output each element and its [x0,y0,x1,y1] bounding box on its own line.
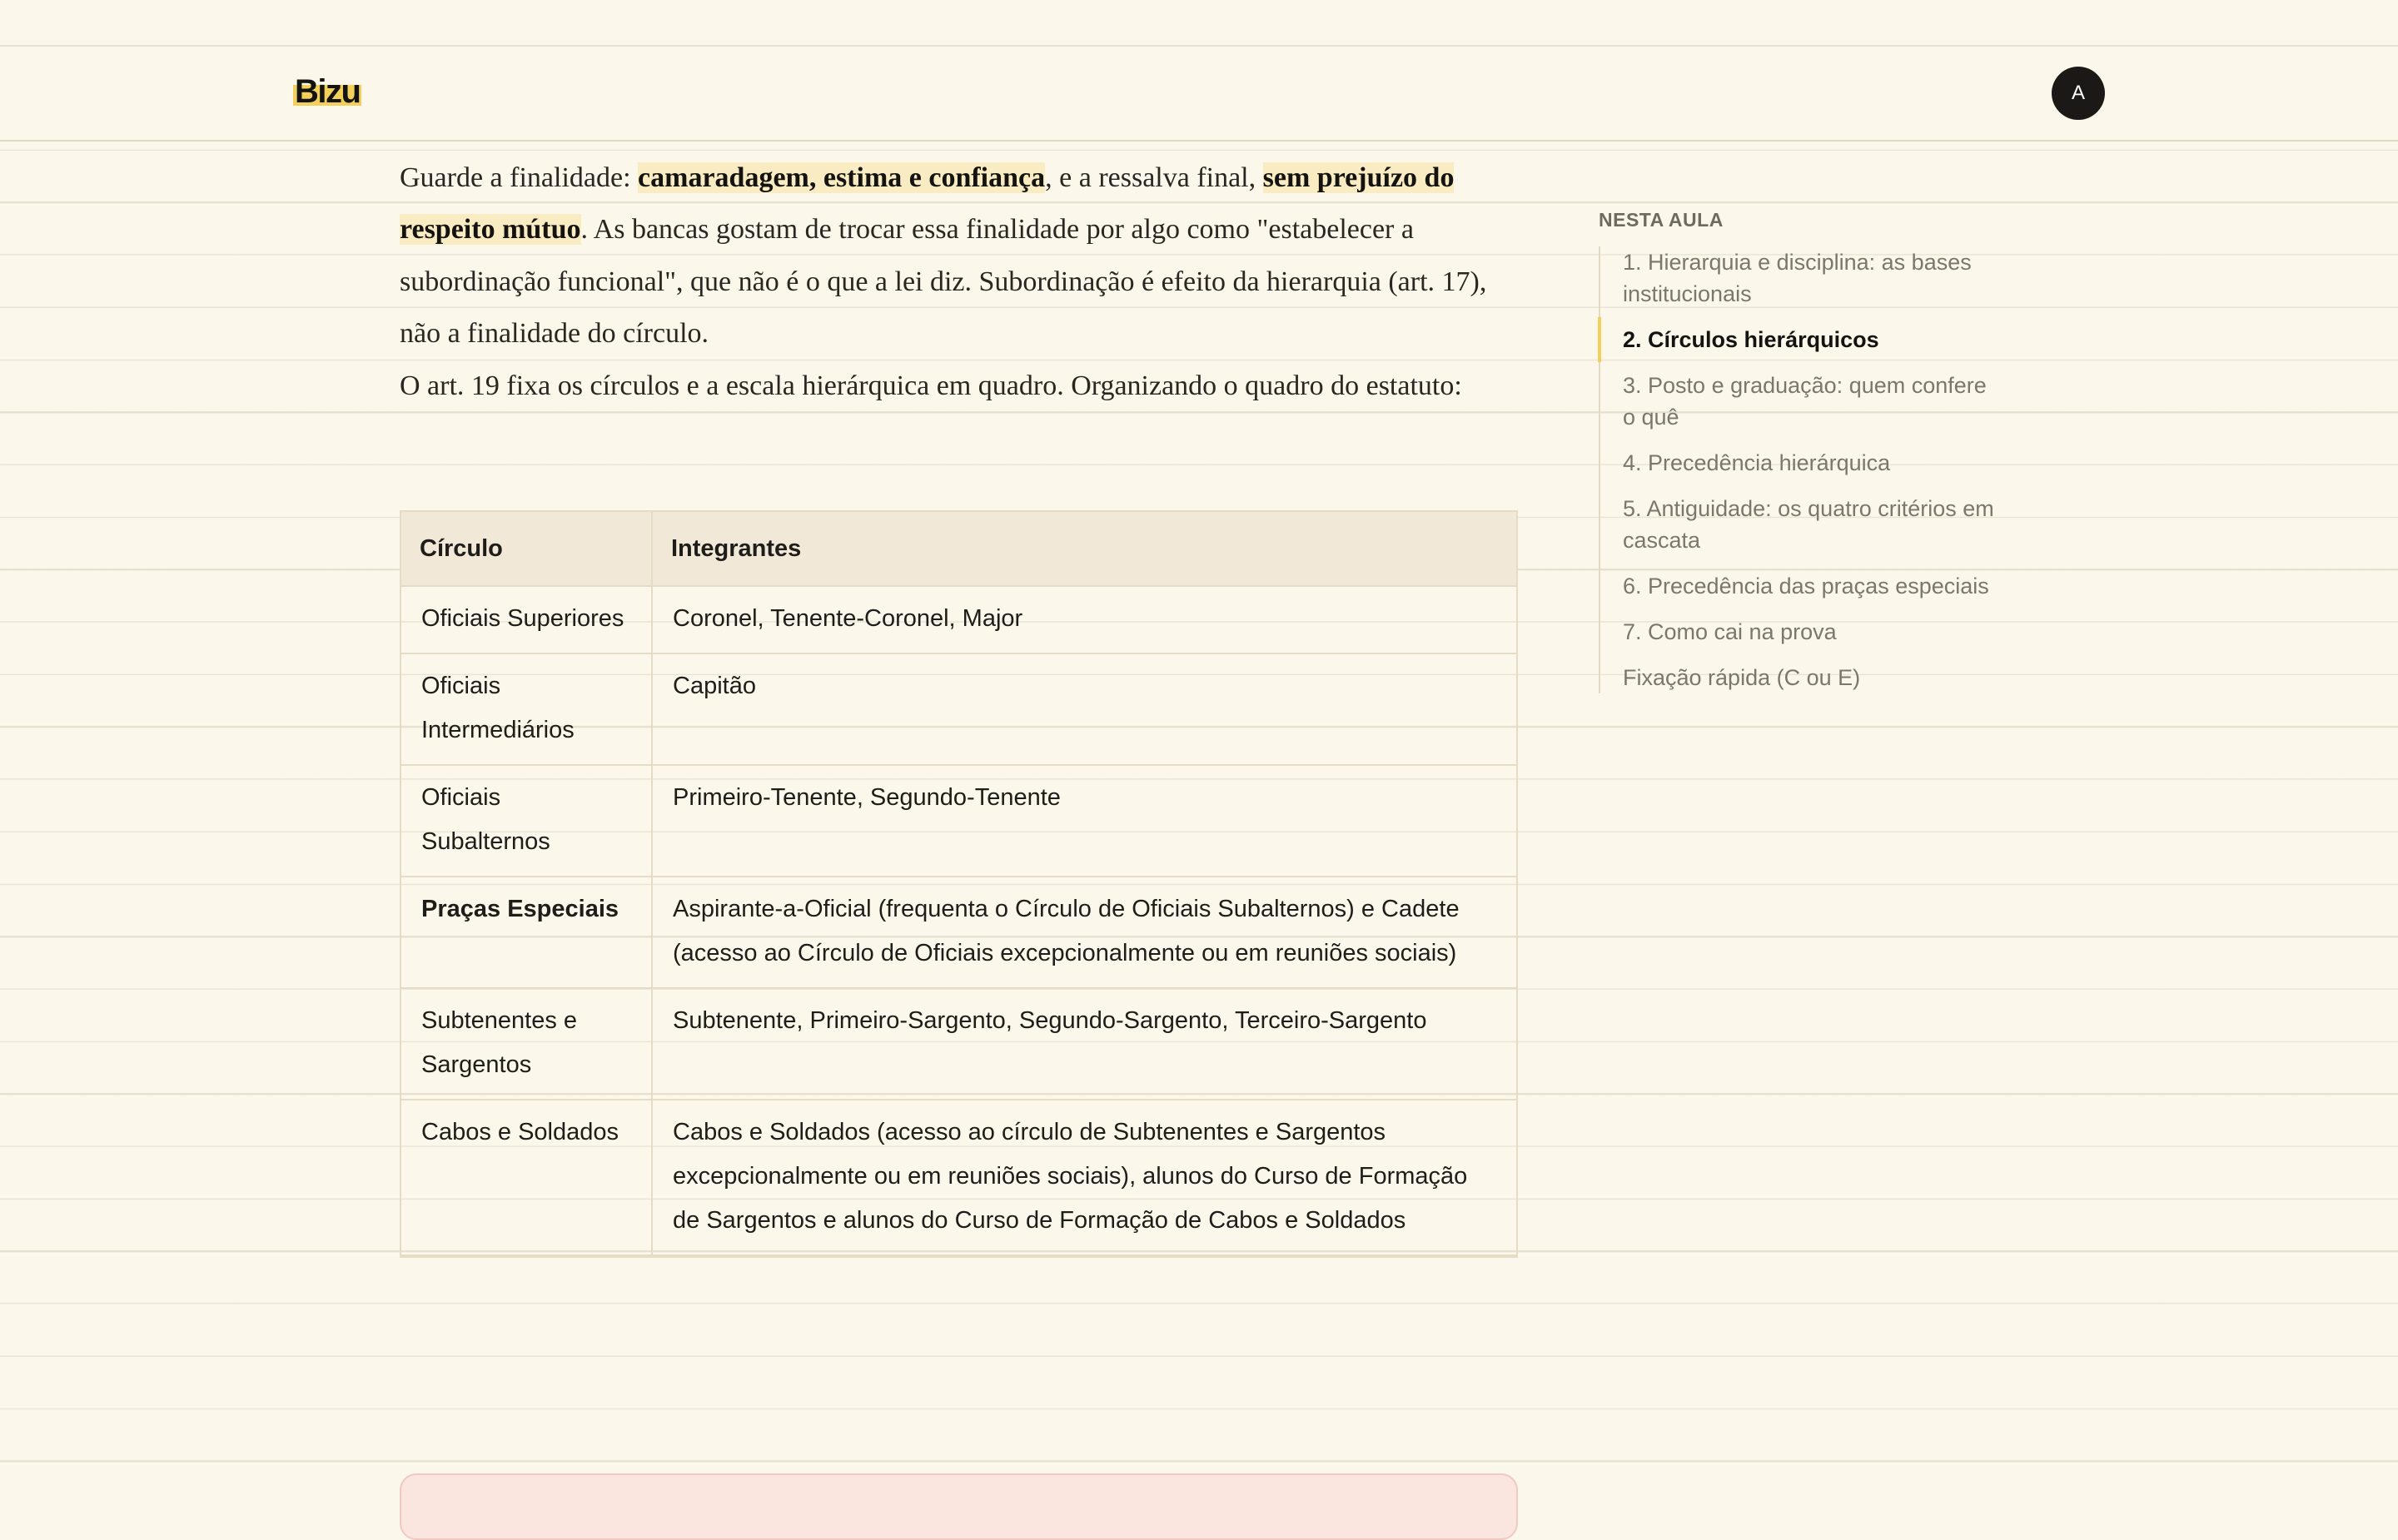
paragraph-text: , e a ressalva final, [1045,161,1263,193]
cell-integrantes: Cabos e Soldados (acesso ao círculo de Subtenentes e Sargentos excepcionalmente ou em reuniões sociais), alunos do Curso de Formação de Sargentos e alunos do Curso de Formação de Cabos e Soldados [652,1100,1516,1255]
cell-integrantes: Coronel, Tenente-Coronel, Major [652,586,1516,653]
lesson-article [400,100,1520,412]
user-avatar[interactable]: A [2052,67,2105,120]
cell-integrantes: Subtenente, Primeiro-Sargento, Segundo-Sargento, Terceiro-Sargento [652,988,1516,1100]
toc-title: NESTA AULA [1599,209,1724,231]
toc-item-precedencia-pracas[interactable]: 6. Precedência das praças especiais [1623,574,1989,599]
table-row [401,1100,1516,1255]
cell-circulo: Oficiais Superiores [401,586,652,653]
cell-circulo: Subtenentes e Sargentos [401,988,652,1100]
cell-circulo: Oficiais Intermediários [401,653,652,765]
paragraph-finalidade [400,152,1520,360]
paragraph-text: Guarde a finalidade: [400,161,639,193]
cell-circulo: Cabos e Soldados [401,1100,652,1255]
column-header-circulo: Círculo [401,512,652,586]
table-row [401,988,1516,1100]
column-header-integrantes: Integrantes [652,512,1516,586]
cell-integrantes: Capitão [652,653,1516,765]
toc-item-como-cai[interactable]: 7. Como cai na prova [1623,619,1837,644]
cell-integrantes: Primeiro-Tenente, Segundo-Tenente [652,765,1516,877]
callout-box [400,1473,1518,1540]
cell-circulo: Praças Especiais [401,877,652,988]
highlight-camaradagem: camaradagem, estima e confiança [638,161,1046,193]
circulos-table-grid [401,512,1516,1256]
paragraph-art-19: O art. 19 fixa os círculos e a escala hierárquica em quadro. Organizando o quadro do estatuto: [400,370,1462,401]
top-header [0,0,2398,142]
toc-list [1599,246,1998,693]
toc-item-posto-graduacao[interactable]: 3. Posto e graduação: quem confere o quê [1623,373,1987,430]
bizu-logo[interactable]: Bizu [295,73,361,110]
highlight-respeito-mutuo: sem prejuízo do respeito mútuo [400,161,1455,245]
lesson-toc [1599,208,1998,708]
table-row [401,586,1516,653]
cell-integrantes: Aspirante-a-Oficial (frequenta o Círculo de Oficiais Subalternos) e Cadete (acesso ao Círculo de Oficiais excepcionalmente ou em reuniões sociais) [652,877,1516,988]
toc-item-antiguidade[interactable]: 5. Antiguidade: os quatro critérios em cascata [1623,496,1994,553]
toc-item-precedencia-hierarquica[interactable]: 4. Precedência hierárquica [1623,450,1891,475]
paragraph-text: . As bancas gostam de trocar essa finalidade por algo como "estabelecer a subordinação funcional", que não é o que a lei diz. Subordinação é efeito da hierarquia (art. 17), não a finalidade do círculo. [400,214,1487,349]
cell-circulo: Oficiais Subalternos [401,765,652,877]
table-row [401,877,1516,988]
header-divider [0,45,2398,47]
toc-item-hierarquia-disciplina[interactable]: 1. Hierarquia e disciplina: as bases institucionais [1623,250,1972,306]
table-row [401,653,1516,765]
table-header-row [401,512,1516,586]
circulos-table [400,510,1518,1258]
table-row [401,765,1516,877]
toc-item-circulos-hierarquicos[interactable]: 2. Círculos hierárquicos [1600,324,1998,355]
toc-item-fixacao-rapida[interactable]: Fixação rápida (C ou E) [1623,665,1861,690]
